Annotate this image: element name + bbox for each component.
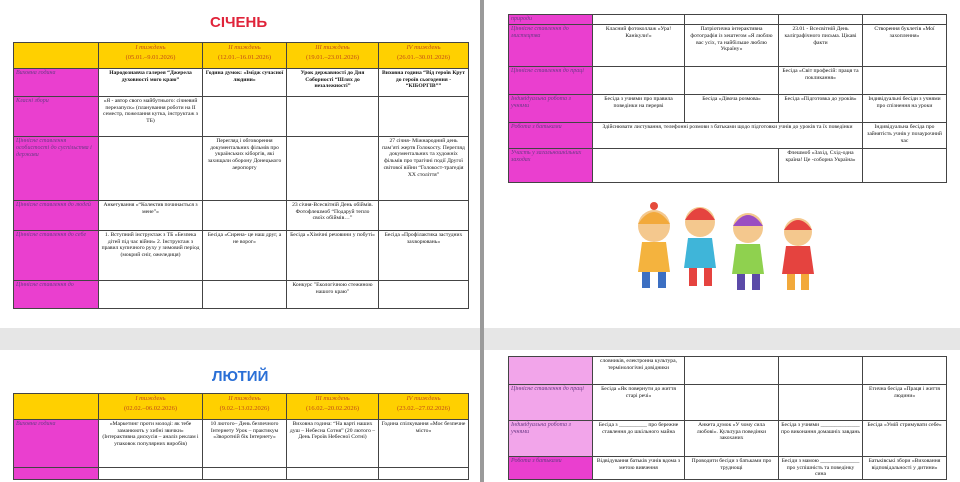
table-cell	[685, 385, 779, 421]
table-cell: Етична бесіда «Праця і життя людини»	[863, 385, 947, 421]
table-cell	[379, 97, 469, 137]
table-row	[14, 420, 469, 468]
table-row	[14, 97, 469, 137]
row-header-cell: Робота з батьками	[509, 123, 593, 149]
table-cell	[287, 137, 379, 201]
week-header-cell: IV тиждень (26.01.–30.01.2026)	[379, 43, 469, 69]
table-cell: 1. Вступний інструктаж з ТБ «Безпека дітей під час війни» 2. Інструктаж з правил купичного руху у зимовий період (мокрий сніг, ожеледиця)	[99, 231, 203, 281]
row-header-cell: Індивідуальна робота з учнями	[509, 95, 593, 123]
week-header-cell: І тиждень (02.02.–06.02.2026)	[99, 394, 203, 420]
table-cell	[593, 67, 685, 95]
table-cell	[203, 468, 287, 480]
table-cell: Відвідування батьків учнів вдома з метою вивчення	[593, 457, 685, 480]
table-cell	[379, 201, 469, 231]
table-cell: 23.01 - Всесвітній День каліграфічного письма. Цікаві факти	[779, 25, 863, 67]
table-row	[509, 15, 947, 25]
row-header-cell: Робота з батьками	[509, 457, 593, 480]
table-row	[509, 95, 947, 123]
table-cell: Бесіда з учнями про правила поведінки на перерві	[593, 95, 685, 123]
month-title-february: ЛЮТИЙ	[212, 368, 269, 385]
january-plan-table-continued	[508, 14, 947, 183]
table-row	[509, 385, 947, 421]
row-header-cell: Виховна година	[14, 69, 99, 97]
table-cell: Бесіда «Умій стримувати себе»	[863, 421, 947, 457]
table-cell: Виховна година “Від героїв Крут до героїв сьогодення - “КІБОРГІВ””	[379, 69, 469, 97]
table-row	[509, 25, 947, 67]
table-cell	[685, 67, 779, 95]
table-cell: Виховна година: “На варті наших душ – Небесна Сотня” (20 лютого – День Героїв Небесної Сотні)	[287, 420, 379, 468]
week-header-cell: ІІ тиждень (9.02.–13.02.2026)	[203, 394, 287, 420]
table-cell: Класний фотоколлаж «Ура! Канікули!»	[593, 25, 685, 67]
table-cell: Бесіда «Сирена- це наш друг, а не ворог»	[203, 231, 287, 281]
row-header-cell: Ціннісне ставлення до себе	[14, 231, 99, 281]
kids-winter-illustration	[626, 196, 826, 296]
table-cell: Бесіда «Профілактика застудних захворювань»	[379, 231, 469, 281]
table-cell	[99, 137, 203, 201]
table-cell: Проводити бесіди з батьками про труднощі	[685, 457, 779, 480]
table-cell: Бесіда з __________ про бережне ставлення до шкільного майна	[593, 421, 685, 457]
table-cell: Урок державності до Дня Соборності “Шлях до незалежності”	[287, 69, 379, 97]
table-row	[509, 123, 947, 149]
table-cell: Конкурс "Екологічною стежиною нашого краю"	[287, 281, 379, 309]
row-header-cell: Участь у загальношкільних заходах	[509, 149, 593, 183]
table-cell: 23 січня-Всесвітній День обіймів. Фотофлешмоб “Подаруй тепло своїх обіймів…”	[287, 201, 379, 231]
table-cell	[863, 357, 947, 385]
january-plan-table	[13, 42, 469, 309]
table-cell	[203, 97, 287, 137]
row-header-cell: Ціннісне ставлення до праці	[509, 385, 593, 421]
row-header-cell: Класні збори	[14, 97, 99, 137]
row-header-cell	[14, 468, 99, 480]
table-cell	[593, 15, 685, 25]
table-cell: Здійснювати листування, телефонні розмови з батьками щодо підготовки учнів до уроків та їх поведінки	[593, 123, 863, 149]
table-cell: словників, електронна культура, термінологічні довідники	[593, 357, 685, 385]
table-row	[14, 69, 469, 97]
table-cell: Бесіда «Як повернути до життя старі речі»	[593, 385, 685, 421]
kid-figure	[638, 202, 670, 288]
table-cell	[99, 281, 203, 309]
table-cell	[779, 15, 863, 25]
table-cell: Бесіда «Підготовка до уроків»	[779, 95, 863, 123]
table-cell	[593, 149, 779, 183]
week-header-cell: ІІ тиждень (12.01.–16.01.2026)	[203, 43, 287, 69]
table-cell: «Маркетинг проти молоді: як тебе заманюють у хибні звички» (Інтерактивна дискусія – аналіз реклам і упаковок популярних виробів)	[99, 420, 203, 468]
table-cell: Батьківські збори «Виховання відповідальності у дитини»	[863, 457, 947, 480]
week-header-cell: IV тиждень (23.02.–27.02.2026)	[379, 394, 469, 420]
table-cell	[779, 357, 863, 385]
table-cell	[863, 67, 947, 95]
kid-figure	[782, 218, 814, 290]
table-cell: Година спілкування «Моє безпечне місто»	[379, 420, 469, 468]
table-cell: Перегляд і обговорення документальних фільмів про українських кіборгів, які захищали оборону Донецького аеропорту	[203, 137, 287, 201]
table-cell	[685, 357, 779, 385]
table-row	[509, 149, 947, 183]
table-cell: Бесіда з учнями ______________ про виконання домашніх завдань	[779, 421, 863, 457]
table-cell: Патріотична інтерактивна фотографія із хештегом «Я люблю вас усіх, та найбільше люблю Україну»	[685, 25, 779, 67]
table-row	[509, 67, 947, 95]
table-cell	[99, 468, 203, 480]
week-header-cell: ІІІ тиждень (19.01.–23.01.2026)	[287, 43, 379, 69]
table-cell	[863, 15, 947, 25]
row-header-cell: Ціннісне ставлення до мистецтва	[509, 25, 593, 67]
table-cell	[287, 97, 379, 137]
table-cell: Година думок: «Імідж сучасної людини»	[203, 69, 287, 97]
row-header-cell: Індивідуальна робота з учнями	[509, 421, 593, 457]
table-cell: 10 лютого– День безпечного Інтернету Урок – практикум «Зворотній бік Інтернету»	[203, 420, 287, 468]
row-header-cell: Виховна година	[14, 420, 99, 468]
table-cell: Бесіда «Хімічні речовини у побуті»	[287, 231, 379, 281]
table-cell: Анкетування «“Колектив починається з мене”»	[99, 201, 203, 231]
table-row	[509, 421, 947, 457]
table-row	[14, 281, 469, 309]
table-cell	[203, 201, 287, 231]
table-cell: Народознавча галерея “Джерела духовності мого краю”	[99, 69, 203, 97]
table-cell: Флешмоб «Захід, Схід-одна країна! Це -соборна Україна»	[779, 149, 863, 183]
month-title-january: СІЧЕНЬ	[210, 14, 268, 31]
row-header-cell: Ціннісне ставлення до	[14, 281, 99, 309]
row-header-cell	[509, 357, 593, 385]
table-row	[509, 357, 947, 385]
week-header-cell: ІІІ тиждень (16.02.–20.02.2026)	[287, 394, 379, 420]
table-cell: Індивідуальна бесіда про зайнятість учнів у позаурочний час	[863, 123, 947, 149]
week-header-row	[14, 43, 469, 69]
february-plan-table	[13, 393, 469, 480]
table-cell: Бесіда «Світ професій: праця та покликання»	[779, 67, 863, 95]
row-header-cell: Ціннісне ставлення до людей	[14, 201, 99, 231]
header-corner-cell	[14, 43, 99, 69]
table-cell	[379, 468, 469, 480]
table-cell	[203, 281, 287, 309]
kid-figure	[684, 207, 716, 286]
week-header-cell: І тиждень (05.01.–9.01.2026)	[99, 43, 203, 69]
table-cell	[779, 385, 863, 421]
february-plan-table-continued	[508, 356, 947, 480]
table-row	[509, 457, 947, 480]
row-header-cell: Ціннісне ставлення до праці	[509, 67, 593, 95]
table-cell: Бесіди з мамою ______________ про успішність та поведінку сина	[779, 457, 863, 480]
table-cell: Анкета думок «У чому сила любові». Культура поведінки закоханих	[685, 421, 779, 457]
table-row	[14, 137, 469, 201]
table-cell	[863, 149, 947, 183]
table-cell	[379, 281, 469, 309]
kid-figure	[732, 213, 764, 290]
row-header-cell: Ціннісне ставлення особистості до суспільства і держави	[14, 137, 99, 201]
table-cell: Бесіда «Дівоча розмова»	[685, 95, 779, 123]
table-cell: Індивідуальні бесіди з учнями про спізнення на уроки	[863, 95, 947, 123]
table-row	[14, 231, 469, 281]
week-header-row	[14, 394, 469, 420]
table-row	[14, 468, 469, 480]
table-cell	[685, 15, 779, 25]
table-cell	[287, 468, 379, 480]
header-corner-cell	[14, 394, 99, 420]
row-header-cell: природи	[509, 15, 593, 25]
table-cell: Створення буклетів «Мої захоплення»	[863, 25, 947, 67]
table-cell: 27 січня- Міжнародний день пам’яті жертв Голокосту. Перегляд документальних та художніх фільмів про трагічні події Другої світової війни “Голокост-трагедія ХХ століття”	[379, 137, 469, 201]
table-cell: «Я - автор свого майбутнього: січневий перезапуск» (планування роботи на ІІ семестр, пожелання кутка, інструктаж з ТБ)	[99, 97, 203, 137]
table-row	[14, 201, 469, 231]
